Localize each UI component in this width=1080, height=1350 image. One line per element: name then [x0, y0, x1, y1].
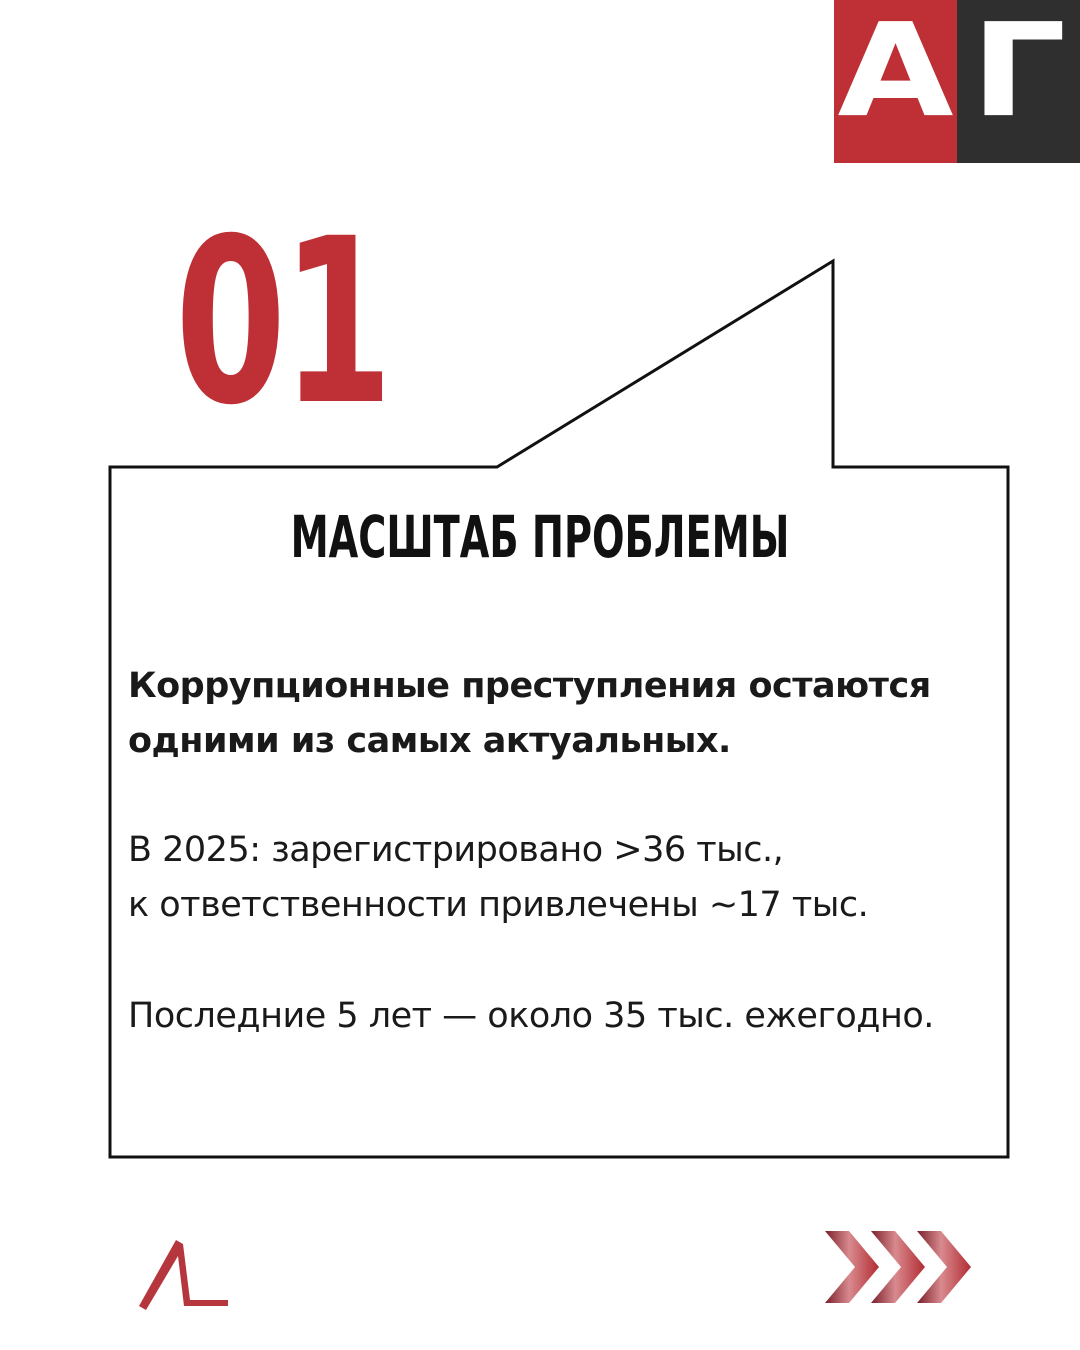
stats-line-1: В 2025: зарегистрировано >36 тыс., [128, 830, 784, 870]
lead-line-2: одними из самых актуальных. [128, 721, 731, 761]
lead-line-1: Коррупционные преступления остаются [128, 666, 931, 706]
stats-paragraph [128, 823, 998, 933]
logo-letter-g: Г [970, 0, 1067, 147]
lead-paragraph [128, 659, 998, 769]
logo-letter-a: А [837, 0, 954, 147]
triple-chevron-right-icon[interactable] [825, 1231, 975, 1303]
summary-line: Последние 5 лет — около 35 тыс. ежегодно. [128, 996, 934, 1036]
stats-line-2: к ответственности привлечены ~17 тыс. [128, 885, 869, 925]
summary-paragraph [128, 989, 998, 1044]
slide-number: 01 [175, 189, 389, 455]
slide-title: МАСШТАБ ПРОБЛЕМЫ [290, 503, 790, 571]
angle-mark-icon [136, 1236, 232, 1310]
